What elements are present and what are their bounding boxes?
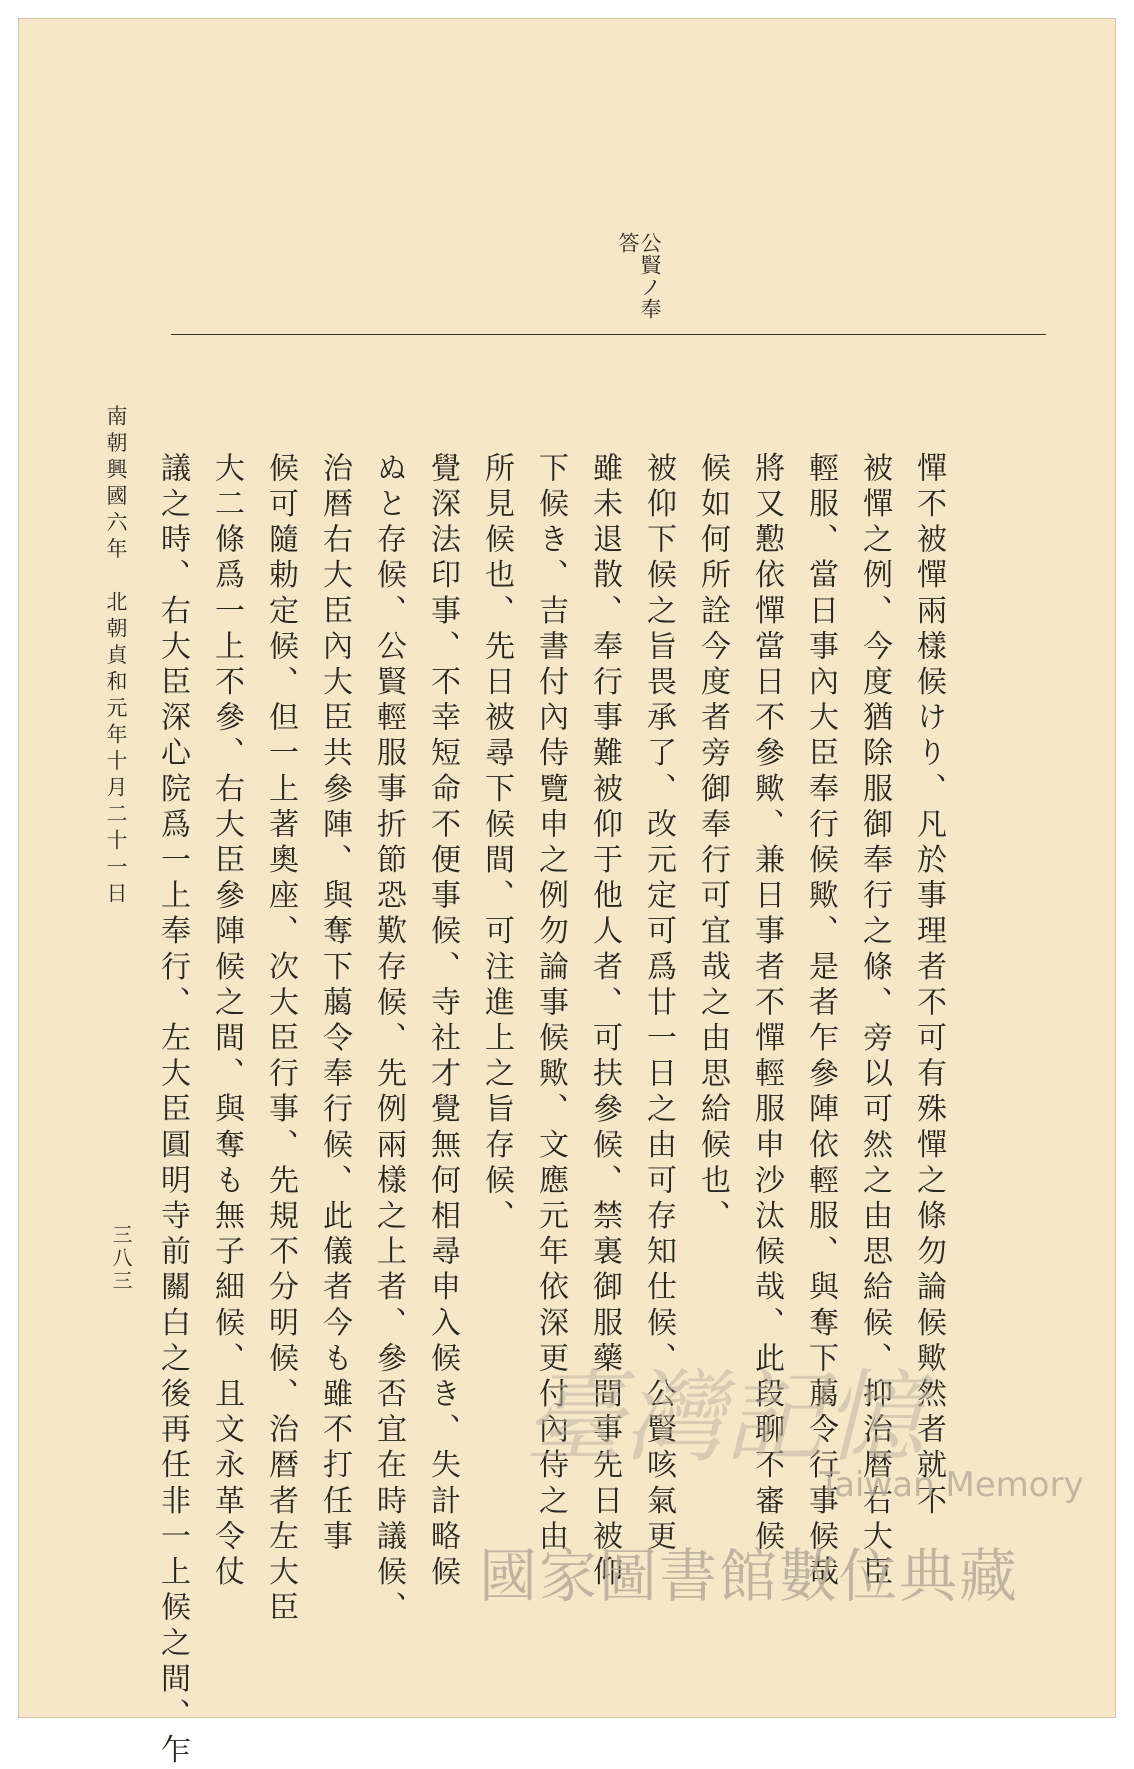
text-column: ぬと存候、公賢輕服事折節恐歎存候、先例兩樣之上者、參否宜在時議候、: [371, 452, 406, 1627]
watermark-logo: 臺灣記憶: [524, 1359, 924, 1476]
text-column: 憚不被憚兩樣候けり、凡於事理者不可有殊憚之條勿論候歟然者就不: [911, 452, 946, 1520]
text-column: 治暦右大臣內大臣共參陣、與奪下﨟令奉行候、此儀者今も雖不打任事: [317, 452, 352, 1556]
side-heading: 公賢ノ奉: [638, 232, 662, 320]
page-number: 三八三: [109, 1224, 133, 1293]
text-column: 被憚之例、今度猶除服御奉行之條、旁以可然之由思給候、抑治暦右大臣: [857, 452, 892, 1592]
footer-date: 南朝興國六年 北朝貞和元年十月二十一日: [104, 405, 128, 909]
text-column: 大二條爲一上不參、右大臣參陣候之間、與奪も無子細候、且文永革令仗: [209, 452, 244, 1592]
text-column: 將又懃依憚當日不參歟、兼日事者不憚輕服申沙汰候哉、此段聊不審候: [749, 452, 784, 1556]
side-heading-continued: 答: [616, 232, 640, 253]
text-column: 下候き、吉書付內侍覽申之例勿論事候歟、文應元年依深更付內侍之由: [533, 452, 568, 1556]
text-column: 候可隨勅定候、但一上著奧座、次大臣行事、先規不分明候、治暦者左大臣: [263, 452, 298, 1627]
text-column: 所見候也、先日被尋下候間、可注進上之旨存候、: [479, 452, 514, 1236]
text-column: 被仰下候之旨畏承了、改元定可爲廿一日之由可存知仕候、公賢咳氣更: [641, 452, 676, 1556]
text-column: 候如何所詮今度者旁御奉行可宜哉之由思給候也、: [695, 452, 730, 1236]
watermark-english: Taiwan Memory: [819, 1465, 1084, 1505]
text-column: 輕服、當日事內大臣奉行候歟、是者乍參陣依輕服、與奪下﨟令行事候哉: [803, 452, 838, 1592]
text-column: 雖未退散、奉行事難被仰于他人者、可扶參候、禁裏御服藥間事先日被仰: [587, 452, 622, 1592]
document-page: [18, 18, 1116, 1769]
header-rule: [171, 334, 1046, 335]
text-column: 議之時、右大臣深心院爲一上奉行、左大臣圓明寺前關白之後再任非一上候之間、乍: [155, 452, 190, 1769]
text-column: 覺深法印事、不幸短命不便事候、寺社才覺無何相尋申入候き、失計略候: [425, 452, 460, 1592]
watermark-chinese: 國家圖書館數位典藏: [479, 1542, 1020, 1610]
